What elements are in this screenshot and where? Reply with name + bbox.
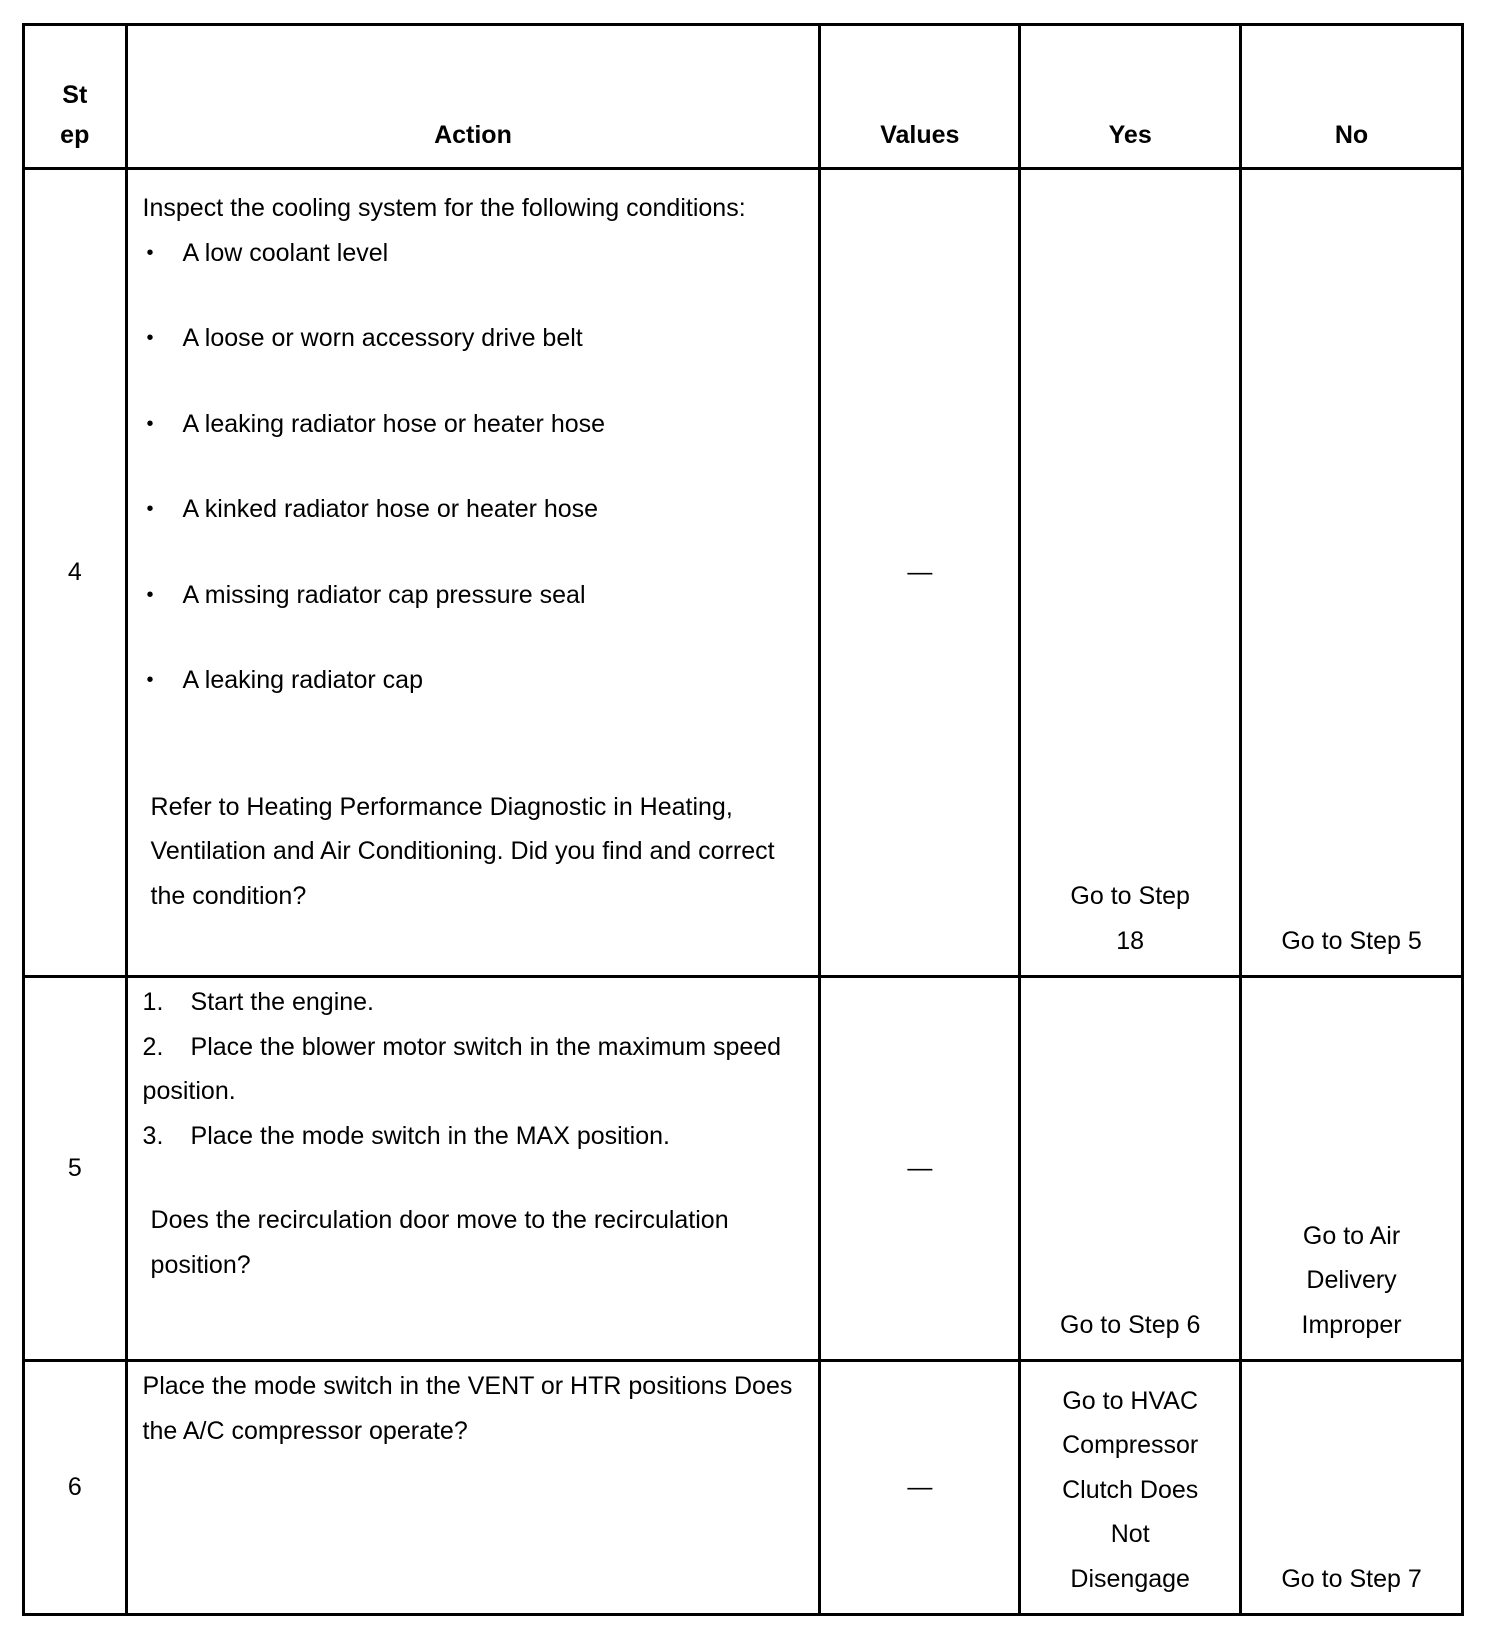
list-item: • A low coolant level xyxy=(143,231,809,276)
action-cell: Place the mode switch in the VENT or HTR positions Does the A/C compressor operate? xyxy=(126,1361,820,1615)
values-cell: — xyxy=(820,977,1020,1361)
action-question: Does the recirculation door move to the recirculation position? xyxy=(150,1206,729,1279)
list-item: • A leaking radiator hose or heater hose xyxy=(143,402,809,447)
step-number: 5 xyxy=(24,977,127,1361)
list-item: 2. Place the blower motor switch in the maximum speed position. xyxy=(143,1025,809,1114)
bullet-icon: • xyxy=(146,412,154,435)
bullet-icon: • xyxy=(146,583,154,606)
table-row-step-6 xyxy=(24,1361,1463,1615)
header-yes: Yes xyxy=(1020,25,1241,169)
yes-cell xyxy=(1020,169,1241,977)
list-number: 1. xyxy=(142,988,164,1016)
list-item: • A loose or worn accessory drive belt xyxy=(143,316,809,361)
bullet-icon: • xyxy=(146,498,154,520)
bullet-icon: • xyxy=(146,241,154,264)
action-intro: Inspect the cooling system for the following conditions: xyxy=(142,194,746,222)
header-action: Action xyxy=(126,25,820,169)
header-row xyxy=(24,25,1463,169)
no-cell: Go to Step 5 xyxy=(1241,169,1463,977)
yes-cell: Go to Step 6 xyxy=(1020,977,1241,1361)
bullet-icon: • xyxy=(146,669,154,691)
values-cell: — xyxy=(820,1361,1020,1615)
bullet-icon: • xyxy=(146,327,154,349)
step-number: 6 xyxy=(24,1361,127,1615)
list-item: • A missing radiator cap pressure seal xyxy=(143,573,809,618)
header-step-line1: St xyxy=(62,81,88,109)
action-question: Refer to Heating Performance Diagnostic in Heating, Ventilation and Air Conditioning. Did you find and correct the condition? xyxy=(150,792,775,910)
header-step-line2: ep xyxy=(60,121,90,149)
yes-text: Go to HVAC Compressor Clutch Does Not Disengage xyxy=(1062,1386,1199,1593)
step-number: 4 xyxy=(24,169,127,977)
values-cell: — xyxy=(820,169,1020,977)
list-item: 1. Start the engine. xyxy=(143,980,809,1025)
header-values: Values xyxy=(820,25,1020,169)
diagnostic-table xyxy=(22,23,1464,1616)
table-row-step-5 xyxy=(24,977,1463,1361)
list-number: 2. xyxy=(142,1032,164,1061)
header-step xyxy=(24,25,127,169)
yes-cell xyxy=(1020,1361,1241,1615)
procedure-list xyxy=(143,980,809,1158)
action-cell xyxy=(126,977,820,1361)
action-cell xyxy=(126,169,820,977)
yes-text: Go to Step 18 xyxy=(1070,882,1190,955)
no-cell: Go to Step 7 xyxy=(1241,1361,1463,1615)
header-no: No xyxy=(1241,25,1463,169)
no-cell xyxy=(1241,977,1463,1361)
list-item: • A leaking radiator cap xyxy=(143,658,809,703)
list-number: 3. xyxy=(142,1121,164,1150)
no-text: Go to Air Delivery Improper xyxy=(1301,1221,1402,1339)
table-row-step-4 xyxy=(24,169,1463,977)
list-item: 3. Place the mode switch in the MAX position. xyxy=(143,1114,809,1159)
condition-list xyxy=(143,231,809,703)
list-item: • A kinked radiator hose or heater hose xyxy=(143,487,809,532)
